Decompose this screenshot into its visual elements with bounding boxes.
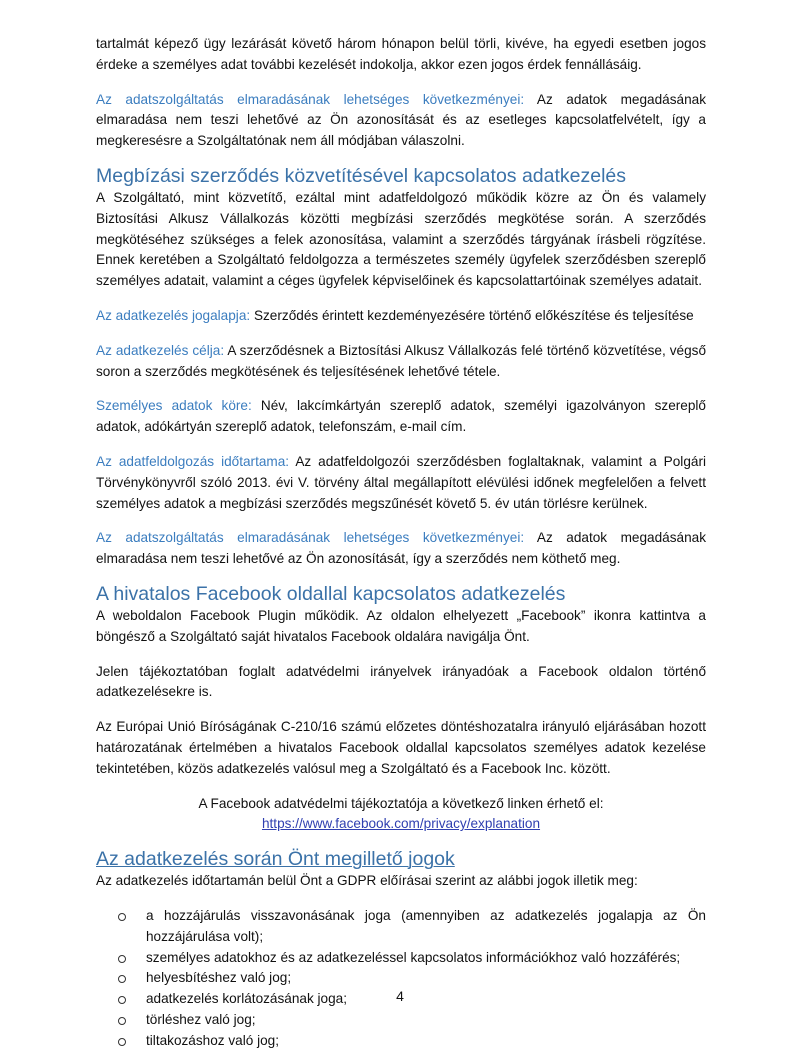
rights-item-text: személyes adatokhoz és az adatkezeléssel kapcsolatos információkhoz való hozzáférés; [146,949,681,965]
purpose-label: Az adatkezelés célja: [96,342,225,358]
hollow-circle-bullet-icon [118,1017,126,1025]
document-page [96,34,706,1051]
rights-list-item [96,1010,706,1031]
intro-continuation: tartalmát képező ügy lezárását követő három hónapon belül törli, kivéve, ha egyedi esetben jogos érdeke a személyes adat további kezelését indokolja, akkor ezen jogos érdek fennállásáig. [96,36,706,72]
rights-item-text: adatkezelés korlátozásának joga; [146,991,348,1007]
consequences-text: Az adatok megadásának elmaradása nem teszi lehetővé az Ön azonosítását és az esetleges kapcsolatfelvételt, így a megkeresésre a Szolgáltatónak nem áll módjában válaszolni. [96,91,706,149]
page-number: 4 [396,988,404,1004]
hollow-circle-bullet-icon [118,975,126,983]
duration-text: Az adatfeldolgozói szerződésben foglaltaknak, valamint a Polgári Törvénykönyvről szóló 2013. évi V. törvény által megállapított elévülési időnek megfelelően a felvett személyes adatok a megbízási szerződés megszűnését követő 5. év után törlésre kerülnek. [96,453,706,511]
contract-consequences-label: Az adatszolgáltatás elmaradásának lehetséges következményei: [96,530,525,546]
hollow-circle-bullet-icon [118,1038,126,1046]
rights-list-item [96,906,706,948]
rights-list-item [96,968,706,989]
duration-label: Az adatfeldolgozás időtartama: [96,453,290,469]
facebook-paragraph-2: Jelen tájékoztatóban foglalt adatvédelmi irányelvek irányadóak a Facebook oldalon történő adatkezelésekre is. [96,663,706,700]
contract-intro: A Szolgáltató, mint közvetítő, ezáltal mint adatfeldolgozó működik közre az Ön és valamely Biztosítási Alkusz Vállalkozás közötti megbízási szerződés megkötése során. A szerződés megkötéséhez szükséges a felek azonosítása, valamint a szerződés tárgyának írásbeli rögzítése. Ennek keretében a Szolgáltató feldolgozza a természetes személy ügyfelek szerződésben szereplő személyes adatait, valamint a céges ügyfelek képviselőinek és kapcsolattartóinak személyes adatait. [96,189,706,289]
rights-list-item [96,1031,706,1051]
personal-data-text: Név, lakcímkártyán szereplő adatok, személyi igazolványon szereplő adatok, adókártyán szereplő adatok, telefonszám, e-mail cím. [96,398,706,435]
consequences-label: Az adatszolgáltatás elmaradásának lehetséges következményei: [96,91,525,107]
rights-list [96,906,706,1051]
hollow-circle-bullet-icon [118,955,126,963]
rights-list-item [96,948,706,969]
personal-data-label: Személyes adatok köre: [96,398,252,414]
facebook-privacy-link[interactable]: https://www.facebook.com/privacy/explanation [261,816,541,832]
facebook-link-line [96,814,706,835]
contract-consequences-text: Az adatok megadásának elmaradása nem teszi lehetővé az Ön azonosítását, így a szerződés nem köthető meg. [96,530,706,567]
purpose-text: A szerződésnek a Biztosítási Alkusz Vállalkozás felé történő közvetítése, végső soron a szerződés megkötésének és teljesítésének lehetővé tétele. [96,342,707,379]
section-heading-facebook: A hivatalos Facebook oldallal kapcsolatos adatkezelés [96,582,566,605]
intro-consequences-paragraph [96,90,706,152]
facebook-paragraph-1: A weboldalon Facebook Plugin működik. Az oldalon elhelyezett „Facebook” ikonra kattintva a böngésző a Szolgáltató saját hivatalos Facebook oldalára navigálja Önt. [96,607,706,644]
rights-item-text: tiltakozáshoz való jog; [146,1032,279,1048]
contract-processing-duration [96,452,706,514]
contract-purpose [96,341,706,383]
legal-basis-text: Szerződés érintett kezdeményezésére történő előkészítése és teljesítése [250,307,694,323]
hollow-circle-bullet-icon [118,913,126,921]
contract-legal-basis [96,306,706,327]
contract-consequences [96,528,706,570]
rights-item-text: helyesbítéshez való jog; [146,970,292,986]
rights-item-text: a hozzájárulás visszavonásának joga (amennyiben az adatkezelés jogalapja az Ön hozzájárulása volt); [146,907,706,944]
facebook-link-intro: A Facebook adatvédelmi tájékoztatója a következő linken érhető el: [198,795,604,811]
contract-personal-data-scope [96,396,706,438]
rights-intro: Az adatkezelés időtartamán belül Önt a GDPR előírásai szerint az alábbi jogok illetik meg: [96,873,638,889]
section-heading-contract: Megbízási szerződés közvetítésével kapcsolatos adatkezelés [96,164,627,187]
section-heading-rights: Az adatkezelés során Önt megillető jogok [96,848,455,871]
facebook-paragraph-3: Az Európai Unió Bíróságának C-210/16 számú előzetes döntéshozatalra irányuló eljárásában hozott határozatának értelmében a hivatalos Facebook oldallal kapcsolatos személyes adatok kezelése tekintetében, közös adatkezelés valósul meg a Szolgáltató és a Facebook Inc. között. [96,719,706,776]
legal-basis-label: Az adatkezelés jogalapja: [96,307,251,323]
rights-item-text: törléshez való jog; [146,1011,256,1027]
